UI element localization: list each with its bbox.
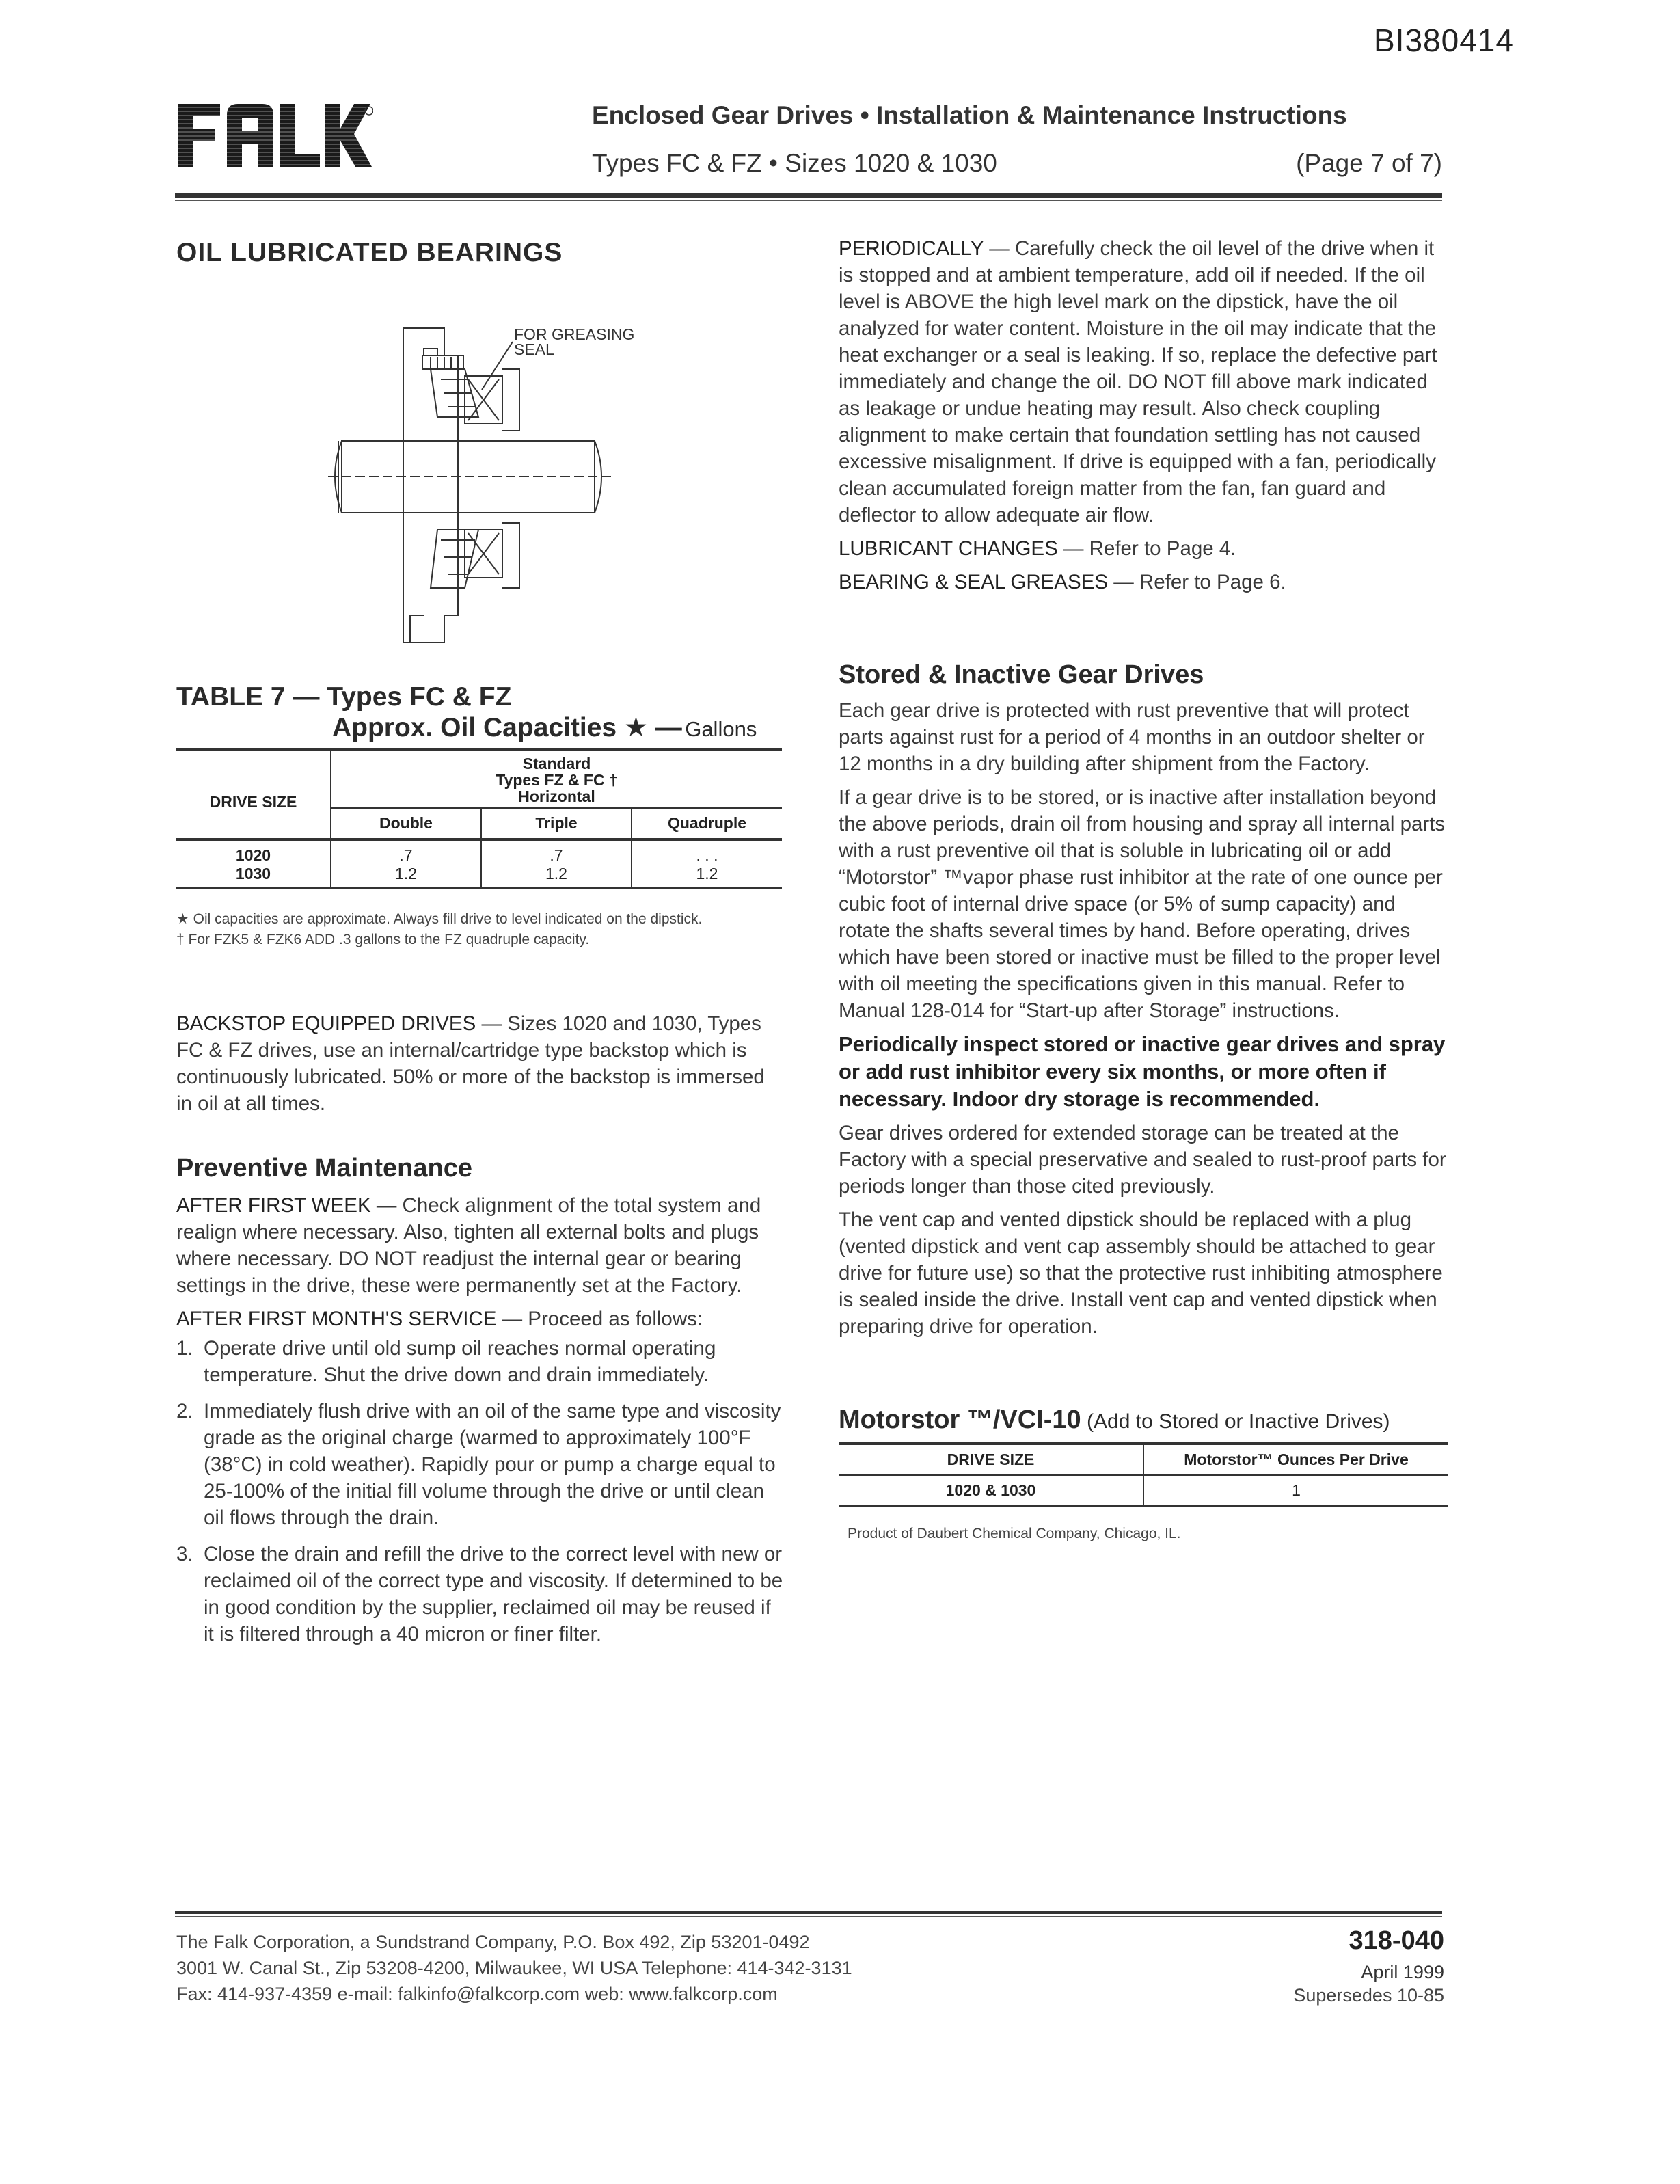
footer-supersedes: Supersedes 10-85 (1293, 1985, 1444, 2006)
periodically-section (839, 235, 1447, 602)
table7-cell: 1.2 (481, 865, 632, 888)
footer-rule-thin (175, 1916, 1442, 1917)
table7-note-approx: ★ Oil capacities are approximate. Always fill drive to level indicated on the dipstick. (176, 911, 703, 927)
motorstor-cell-value: 1 (1143, 1475, 1448, 1506)
table7-note-fzk: † For FZK5 & FZK6 ADD .3 gallons to the FZ quadruple capacity. (176, 932, 590, 947)
step-text: Immediately flush drive with an oil of the same type and viscosity grade as the original charge (warmed to approximately 100°F (38°C) in cold weather). Rapidly pour or pump a charge equal to 25-100% of the initial fill volume through the drive or until clean oil flows through the drain. (204, 1400, 781, 1529)
motorstor-note: Product of Daubert Chemical Company, Chicago, IL. (848, 1526, 1181, 1541)
list-item (176, 1398, 785, 1531)
bearing-grease-text: — Refer to Page 6. (1108, 571, 1286, 593)
periodically-text: — Carefully check the oil level of the drive when it is stopped and at ambient temperature, add oil if needed. If the oil level is ABOVE the high level mark on the dipstick, have the oil analyzed for water content. Moisture in the oil may indicate that the heat exchanger or a seal is leaking. If so, replace the defective part immediately and change the oil. DO NOT fill above mark indicated as leakage or undue heating may result. Also check coupling alignment to make certain that foundation settling has not caused excessive misalignment. If drive is equipped with a fan, periodically clean accumulated foreign matter from the fan, fan guard and deflector to allow adequate air flow. (839, 237, 1437, 526)
falk-logo (175, 101, 373, 170)
motorstor-col-drive-size: DRIVE SIZE (947, 1451, 1035, 1468)
footer-line-1: The Falk Corporation, a Sundstrand Company, P.O. Box 492, Zip 53201-0492 (176, 1932, 810, 1952)
list-item (176, 1335, 785, 1388)
table7-col-quadruple: Quadruple (632, 808, 782, 839)
maintenance-steps (176, 1335, 785, 1647)
motorstor-title (839, 1405, 1390, 1435)
document-id: BI380414 (1374, 23, 1514, 58)
table7-cell: .7 (481, 839, 632, 865)
periodically-lead: PERIODICALLY (839, 237, 984, 260)
table7-col-double: Double (331, 808, 481, 839)
footer-line-2: 3001 W. Canal St., Zip 53208-4200, Milwaukee, WI USA Telephone: 414-342-3131 (176, 1958, 852, 1978)
lubricant-changes-lead: LUBRICANT CHANGES (839, 537, 1058, 560)
footer-line-3: Fax: 414-937-4359 e-mail: falkinfo@falkcorp.com web: www.falkcorp.com (176, 1984, 778, 2004)
table7-cell: .7 (331, 839, 481, 865)
motorstor-table (839, 1442, 1448, 1507)
table-row (176, 839, 782, 865)
first-week-text: — Check alignment of the total system and realign where necessary. Also, tighten all external bolts and plugs where necessary. DO NOT readjust the internal gear or bearing settings in the drive, these were permanently set at the Factory. (176, 1194, 761, 1297)
header-rule-thin (175, 200, 1442, 201)
motorstor-col-ounces: Motorstor™ Ounces Per Drive (1143, 1444, 1448, 1475)
table7-title-capacities: Approx. Oil Capacities ★ — (332, 713, 682, 742)
diagram-label (514, 327, 634, 357)
table7-notes (176, 909, 791, 950)
header-rule (175, 193, 1442, 198)
oil-capacities-table (176, 748, 782, 889)
preventive-maintenance-title: Preventive Maintenance (176, 1154, 472, 1183)
backstop-lead: BACKSTOP EQUIPPED DRIVES (176, 1012, 476, 1035)
table7-group-horizontal: Horizontal (518, 787, 595, 805)
footer-doc-number: 318-040 (1349, 1926, 1444, 1955)
step-number: 2. (176, 1400, 193, 1423)
lubricant-changes-text: — Refer to Page 4. (1057, 537, 1236, 560)
stored-paragraph-5: The vent cap and vented dipstick should be replaced with a plug (vented dipstick and vent cap assembly should be attached to gear drive for future use) so that the protective rust inhibiting atmosphere is sealed inside the drive. Install vent cap and vented dipstick when preparing drive for operation. (839, 1209, 1443, 1338)
oil-bearings-title: OIL LUBRICATED BEARINGS (176, 238, 563, 267)
stored-paragraph-4: Gear drives ordered for extended storage can be treated at the Factory with a special preservative and sealed to rust-proof parts for periods longer than those cited previously. (839, 1122, 1446, 1198)
table7-header-drive-size: DRIVE SIZE (209, 792, 297, 811)
first-week-lead: AFTER FIRST WEEK (176, 1194, 371, 1217)
table7-group-types: Types FZ & FC † (496, 771, 618, 789)
table7-cell: 1.2 (331, 865, 481, 888)
diagram-label-seal: SEAL (514, 340, 554, 358)
table7-title-line2 (332, 712, 757, 743)
table7-group-header (331, 750, 782, 809)
stored-paragraph-2: If a gear drive is to be stored, or is inactive after installation beyond the above periods, drain oil from housing and spray all internal parts with a rust preventive oil that is soluble in lubricating oil or add “Motorstor” ™vapor phase rust inhibitor at the rate of one ounce per cubic foot of internal drive space (or 5% of sump capacity) and rotate the shafts several times by hand. Before operating, drives which have been stored or inactive must be filled to the proper level with oil meeting the specifications given in this manual. Refer to Manual 128-014 for “Start-up after Storage” instructions. (839, 786, 1446, 1022)
table-row (176, 865, 782, 888)
backstop-text: — Sizes 1020 and 1030, Types FC & FZ drives, use an internal/cartridge type backstop which is continuously lubricated. 50% or more of the backstop is immersed in oil at all times. (176, 1012, 765, 1115)
footer-address (176, 1929, 852, 2007)
step-number: 1. (176, 1337, 193, 1360)
stored-paragraph-3: Periodically inspect stored or inactive gear drives and spray or add rust inhibitor every six months, or more often if necessary. Indoor dry storage is recommended. (839, 1032, 1446, 1111)
stored-drives-body (839, 697, 1447, 1347)
header-page-number: (Page 7 of 7) (1296, 149, 1442, 177)
step-text: Operate drive until old sump oil reaches normal operating temperature. Shut the drive down and drain immediately. (204, 1337, 716, 1386)
backstop-paragraph (176, 1010, 785, 1124)
stored-drives-title: Stored & Inactive Gear Drives (839, 660, 1204, 689)
motorstor-title-bold: Motorstor ™/VCI-10 (839, 1405, 1081, 1434)
table7-cell-size: 1030 (235, 865, 271, 882)
footer-date: April 1999 (1361, 1962, 1444, 1982)
table7-cell-size: 1020 (235, 846, 271, 864)
step-text: Close the drain and refill the drive to the correct level with new or reclaimed oil of the correct type and viscosity. If determined to be in good condition by the supplier, reclaimed oil may be reused if it is filtered through a 40 micron or finer filter. (204, 1543, 783, 1645)
table7-col-triple: Triple (481, 808, 632, 839)
motorstor-title-rest: (Add to Stored or Inactive Drives) (1081, 1410, 1390, 1433)
bearing-grease-lead: BEARING & SEAL GREASES (839, 571, 1109, 593)
table7-cell: 1.2 (632, 865, 782, 888)
table7-cell: . . . (632, 839, 782, 865)
list-item (176, 1541, 785, 1647)
header-title: Enclosed Gear Drives • Installation & Maintenance Instructions (592, 101, 1347, 129)
table7-title-unit: Gallons (685, 717, 757, 741)
preventive-maintenance-body (176, 1192, 785, 1657)
motorstor-cell-size: 1020 & 1030 (945, 1481, 1036, 1499)
header-subtitle: Types FC & FZ • Sizes 1020 & 1030 (592, 149, 997, 177)
footer-rule (175, 1911, 1442, 1914)
first-month-text: — Proceed as follows: (496, 1308, 703, 1330)
first-month-lead: AFTER FIRST MONTH'S SERVICE (176, 1308, 497, 1330)
table7-group-standard: Standard (522, 755, 591, 772)
table7-title-line1: TABLE 7 — Types FC & FZ (176, 682, 512, 712)
table-row (839, 1475, 1448, 1506)
bearing-diagram (321, 314, 649, 643)
stored-paragraph-1: Each gear drive is protected with rust preventive that will protect parts against rust for a period of 4 months in an outdoor shelter or 12 months in a dry building after shipment from the Factory. (839, 699, 1425, 775)
diagram-label-greasing: FOR GREASING (514, 325, 635, 343)
step-number: 3. (176, 1543, 193, 1565)
